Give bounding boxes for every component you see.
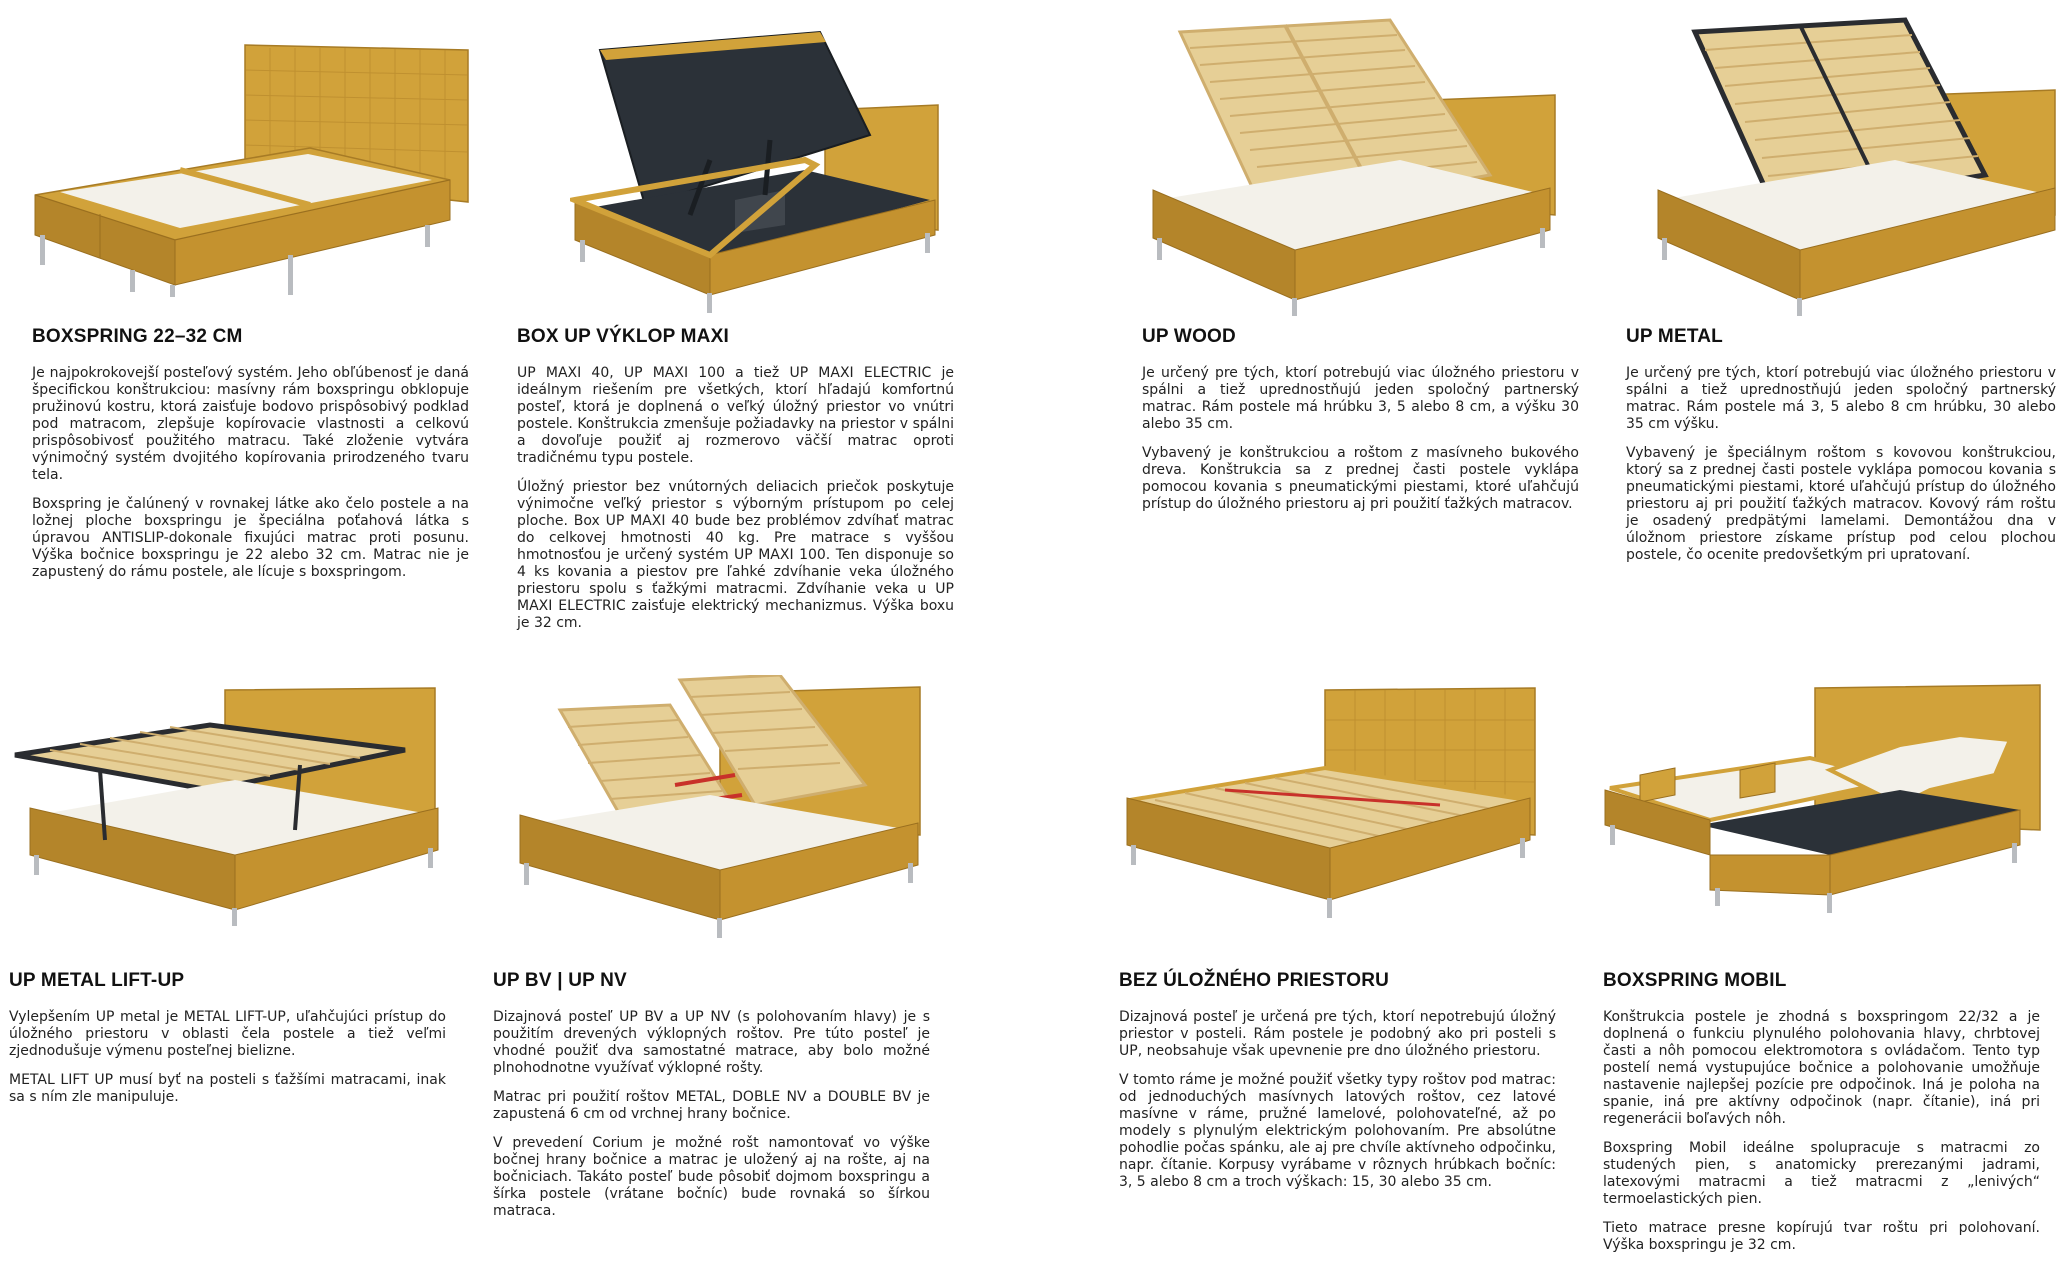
description-paragraph: Vybavený je špeciálnym roštom s kovovou konštrukciou, ktorý sa z prednej časti postele vyklápa pomocou kovania s pneumatickými piestami, ktoré uľahčujú prístup do úložného priestoru aj pri použití ťažkých matracov. Kovový rám roštu je osadený predpätými lamelami. Demontážou dna v úložnom priestore získame prístup pod celou plochou postele, čo ocenite predovšetkým pri upratovaní. — [1626, 445, 2056, 563]
up-bv-up-nv-illustration — [510, 675, 930, 950]
description-paragraph: Je určený pre tých, ktorí potrebujú viac úložného priestoru v spálni a tiež uprednostňujú jeden spoločný partnerský matrac. Rám postele má 3, 5 alebo 8 cm hrúbku, 30 alebo 35 cm výšku. — [1626, 365, 2056, 432]
up-metal-lift-up-illustration — [10, 680, 450, 950]
description-paragraph: Matrac pri použití roštov METAL, DOBLE NV a DOUBLE BV je zapustená 6 cm od vrchnej hrany bočnice. — [493, 1089, 930, 1122]
product-title: UP METAL — [1626, 326, 1723, 347]
product-title: BOXSPRING MOBIL — [1603, 970, 1787, 991]
product-title: UP METAL LIFT-UP — [9, 970, 185, 991]
description-paragraph: Konštrukcia postele je zhodná s boxspringom 22/32 a je doplnená o funkciu plynulého polohovania hlavy, chrbtovej časti a nôh pomocou elektromotora s ovládačom. Tento typ postelí nemá vystupujúce bočnice a polohovanie umožňuje nastavenie najlepšej pozície pre odpočinok. Iná je poloha na spanie, iná pre aktívny odpočinok (napr. čítanie), iná pri regenerácii boľavých nôh. — [1603, 1009, 2040, 1127]
product-title: BOXSPRING 22–32 CM — [32, 326, 243, 347]
product-title: UP BV | UP NV — [493, 970, 627, 991]
description-paragraph: UP MAXI 40, UP MAXI 100 a tiež UP MAXI ELECTRIC je ideálnym riešením pre všetkých, ktorí hľadajú komfortnú posteľ, ktorá je doplnená o veľký úložný priestor vo vnútri postele. Konštrukcia zmenšuje požiadavky na priestor v spálni a dovoľuje použiť aj rozmerovo väčší matrac oproti tradičnému typu postele. — [517, 365, 954, 466]
product-title: BEZ ÚLOŽNÉHO PRIESTORU — [1119, 970, 1390, 991]
description-paragraph: Boxspring je čalúnený v rovnakej látke ako čelo postele a na ložnej ploche boxspringu je špeciálna poťahová látka s úpravou ANTISLIP-dokonale fixujúci matrac proti posunu. Výška bočnice boxspringu je 22 alebo 32 cm. Matrac nie je zapustený do rámu postele, ale lícuje s boxspringom. — [32, 496, 469, 580]
description-paragraph: V tomto ráme je možné použiť všetky typy roštov pod matrac: od jednoduchých masívnych latových roštov, cez latové masívne v ráme, pružné lamelové, polohovateľné, až po modely s plynulým elektrickým polohovaním. Pre absolútne pohodlie počas spánku, ale aj pre chvíle aktívneho odpočinku, napr. čítanie. Korpusy vyrábame v rôznych hrúbkach bočníc: 3, 5 alebo 8 cm a troch výškach: 15, 30 alebo 35 cm. — [1119, 1072, 1556, 1190]
product-description — [1119, 1009, 1556, 1203]
description-paragraph: Dizajnová posteľ UP BV a UP NV (s polohovaním hlavy) je s použitím drevených výklopných roštov. Pre túto posteľ je vhodné použiť dva samostatné matrace, aby bolo možné plnohodnotne využívať výklopné rošty. — [493, 1009, 930, 1076]
description-paragraph: Úložný priestor bez vnútorných deliacich priečok poskytuje výnimočne veľký priestor s výborným prístupom po celej ploche. Box UP MAXI 40 bude bez problémov zdvíhať matrac do celkovej hmotnosti 40 kg. Pre matrace s vyššou hmotnosťou je určený systém UP MAXI 100. Ten disponuje so 4 ks kovania a piestov pre ľahké zdvíhanie veka úložného priestoru spolu s ťažkými matracmi. Zdvíhanie veka u UP MAXI ELECTRIC zaisťuje elektrický mechanizmus. Výška boxu je 32 cm. — [517, 479, 954, 631]
up-metal-illustration — [1650, 10, 2060, 320]
boxspring-mobil-illustration — [1600, 680, 2050, 950]
description-paragraph: Vybavený je konštrukciou a roštom z masívneho bukového dreva. Konštrukcia sa z prednej časti postele vyklápa pomocou kovania s pneumatickými piestami, ktoré uľahčujú prístup do úložného priestoru aj pri použití ťažkých matracov. — [1142, 445, 1579, 512]
description-paragraph: Dizajnová posteľ je určená pre tých, ktorí nepotrebujú úložný priestor v posteli. Rám postele je podobný ako pri posteli s UP, neobsahuje však upevnenie pre dno úložného priestoru. — [1119, 1009, 1556, 1059]
description-paragraph: Boxspring Mobil ideálne spolupracuje s matracmi zo studených pien, s anatomicky prerezanými jadrami, latexovými matracmi a tiež matracmi z „lenivých“ termoelastických pien. — [1603, 1140, 2040, 1207]
product-description — [9, 1009, 446, 1118]
product-description — [1626, 365, 2056, 576]
description-paragraph: Je najpokrokovejší posteľový systém. Jeho obľúbenosť je daná špecifickou konštrukciou: masívny rám boxspringu obklopuje pružinovú kostru, ktorá zaisťuje bodovo prispôsobivý podklad pod matracom, zlepšuje kopírovacie vlastnosti a celkovú prispôsobivosť použitého matracu. Také zloženie vytvára výnimočný systém dvojitého kopírovania prirodzeného tvaru tela. — [32, 365, 469, 483]
product-description — [493, 1009, 930, 1232]
description-paragraph: Vylepšením UP metal je METAL LIFT-UP, uľahčujúci prístup do úložného priestoru v oblasti čela postele a tiež veľmi zjednodušuje výmenu posteľnej bielizne. — [9, 1009, 446, 1059]
boxspring-bed-illustration — [20, 30, 480, 300]
product-description — [517, 365, 954, 644]
product-description — [32, 365, 469, 593]
description-paragraph: METAL LIFT UP musí byť na posteli s ťažšími matracami, inak sa s ním zle manipuluje. — [9, 1072, 446, 1105]
product-description — [1603, 1009, 2040, 1266]
product-title: UP WOOD — [1142, 326, 1236, 347]
product-description — [1142, 365, 1579, 525]
box-up-vyklop-maxi-illustration — [570, 20, 950, 320]
up-wood-illustration — [1145, 10, 1605, 320]
description-paragraph: V prevedení Corium je možné rošt namontovať vo výške bočnej hrany bočnice a matrac je uložený aj na rošte, aj na bočniciach. Takáto posteľ bude pôsobiť dojmom boxspringu a šírka postele (vrátane bočníc) bude rovnaká so šírkou matraca. — [493, 1135, 930, 1219]
description-paragraph: Je určený pre tých, ktorí potrebujú viac úložného priestoru v spálni a tiež uprednostňujú jeden spoločný partnerský matrac. Rám postele má hrúbku 3, 5 alebo 8 cm, a výšku 30 alebo 35 cm. — [1142, 365, 1579, 432]
description-paragraph: Tieto matrace presne kopírujú tvar roštu pri polohovaní. Výška boxspringu je 32 cm. — [1603, 1220, 2040, 1253]
product-title: BOX UP VÝKLOP MAXI — [517, 326, 729, 347]
bez-ulozneho-priestoru-illustration — [1115, 680, 1555, 950]
